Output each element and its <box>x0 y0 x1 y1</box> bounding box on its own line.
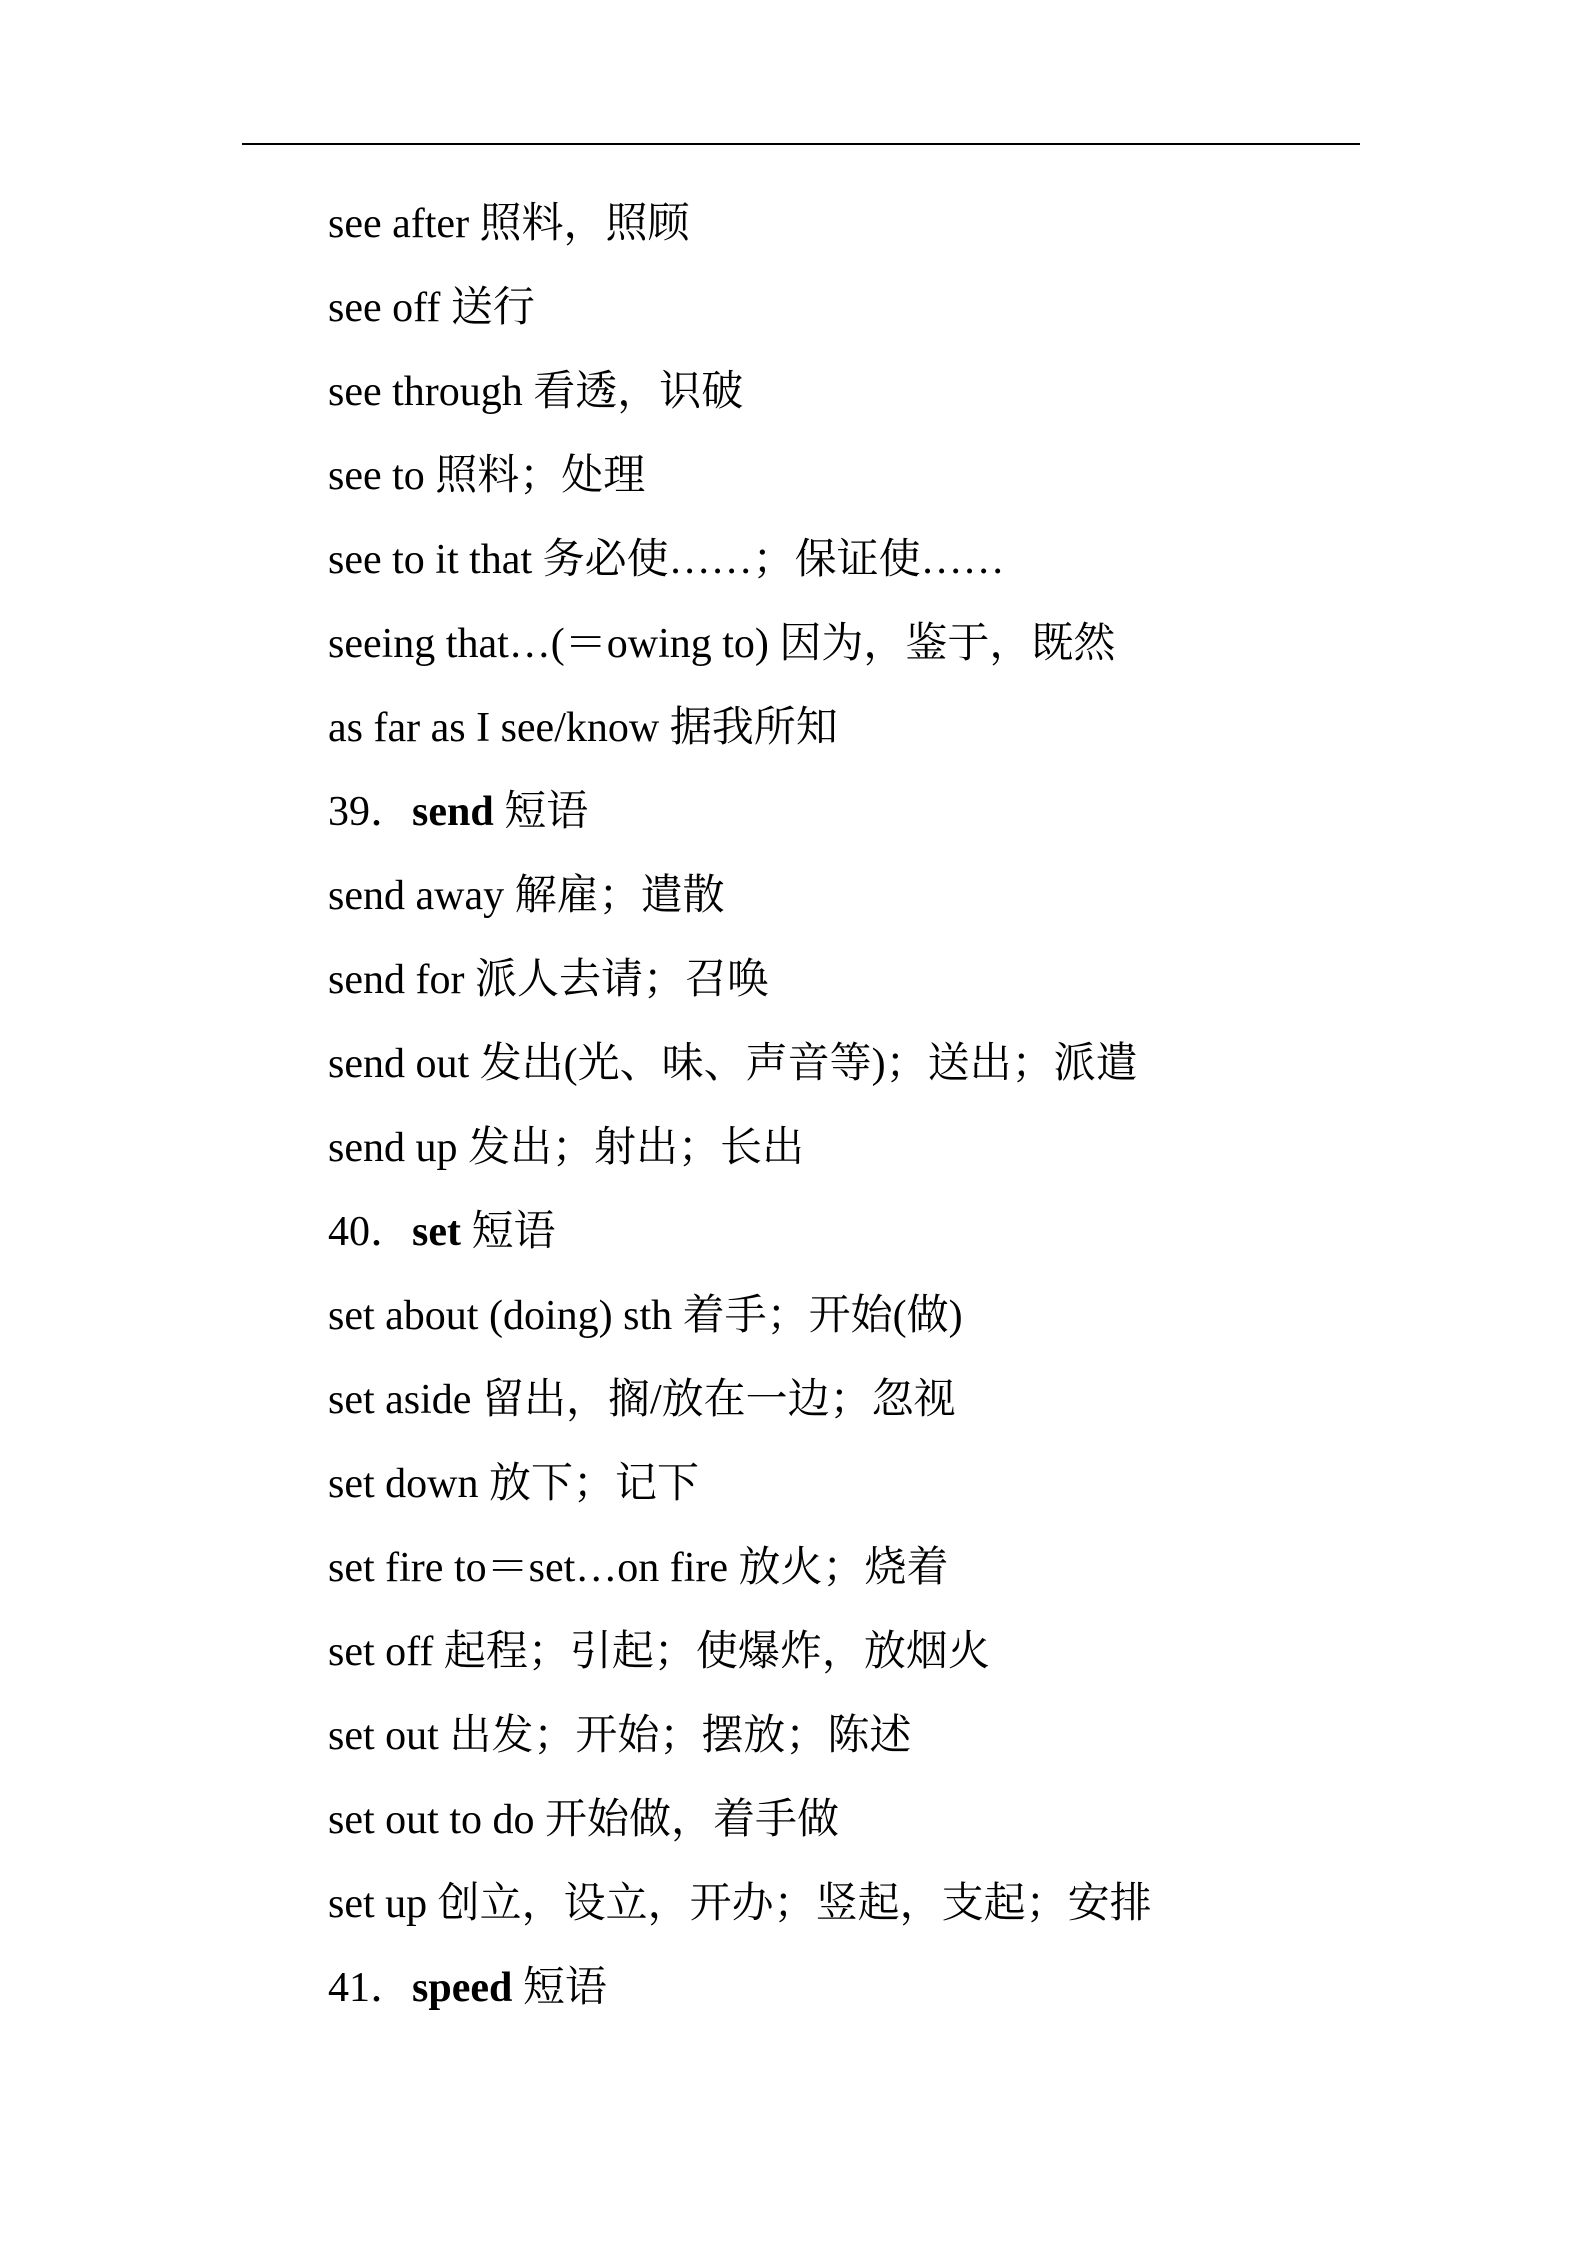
phrase-entry: as far as I see/know 据我所知 <box>328 705 838 751</box>
phrase-entry: set up 创立，设立，开办；竖起，支起；安排 <box>328 1881 1152 1927</box>
phrase-entry: set down 放下；记下 <box>328 1461 699 1507</box>
section-keyword: speed <box>412 1965 513 2011</box>
phrase-entry: set fire to＝set…on fire 放火；烧着 <box>328 1545 949 1591</box>
section-suffix: 短语 <box>493 789 589 835</box>
section-number: 40． <box>328 1209 413 1255</box>
phrase-entry: seeing that…(＝owing to) 因为，鉴于，既然 <box>328 621 1116 667</box>
phrase-entry: set off 起程；引起；使爆炸，放烟火 <box>328 1629 990 1675</box>
phrase-entry: set aside 留出，搁/放在一边；忽视 <box>328 1377 956 1423</box>
phrase-entry: send away 解雇；遣散 <box>328 873 725 919</box>
phrase-entry: send out 发出(光、味、声音等)；送出；派遣 <box>328 1041 1138 1087</box>
section-heading-39 <box>328 773 1428 857</box>
phrase-entry: set about (doing) sth 着手；开始(做) <box>328 1293 963 1339</box>
section-keyword: set <box>412 1209 461 1255</box>
phrase-entry: set out 出发；开始；摆放；陈述 <box>328 1713 912 1759</box>
section-heading-41 <box>328 1949 1428 2033</box>
section-number: 39． <box>328 789 413 835</box>
section-keyword: send <box>412 789 494 835</box>
phrase-entry: set out to do 开始做，着手做 <box>328 1797 839 1843</box>
section-number: 41． <box>328 1965 413 2011</box>
phrase-entry: see through 看透，识破 <box>328 369 744 415</box>
phrase-entry: see after 照料，照顾 <box>328 201 690 247</box>
phrase-entry: send up 发出；射出；长出 <box>328 1125 804 1171</box>
section-heading-40 <box>328 1193 1428 1277</box>
phrase-entry: see to it that 务必使……；保证使…… <box>328 537 1005 583</box>
phrase-entry: see off 送行 <box>328 285 535 331</box>
phrase-list <box>328 185 1428 2033</box>
phrase-entry: send for 派人去请；召唤 <box>328 957 769 1003</box>
section-suffix: 短语 <box>461 1209 556 1255</box>
header-rule <box>242 143 1360 145</box>
phrase-entry: see to 照料；处理 <box>328 453 646 499</box>
section-suffix: 短语 <box>512 1965 607 2011</box>
